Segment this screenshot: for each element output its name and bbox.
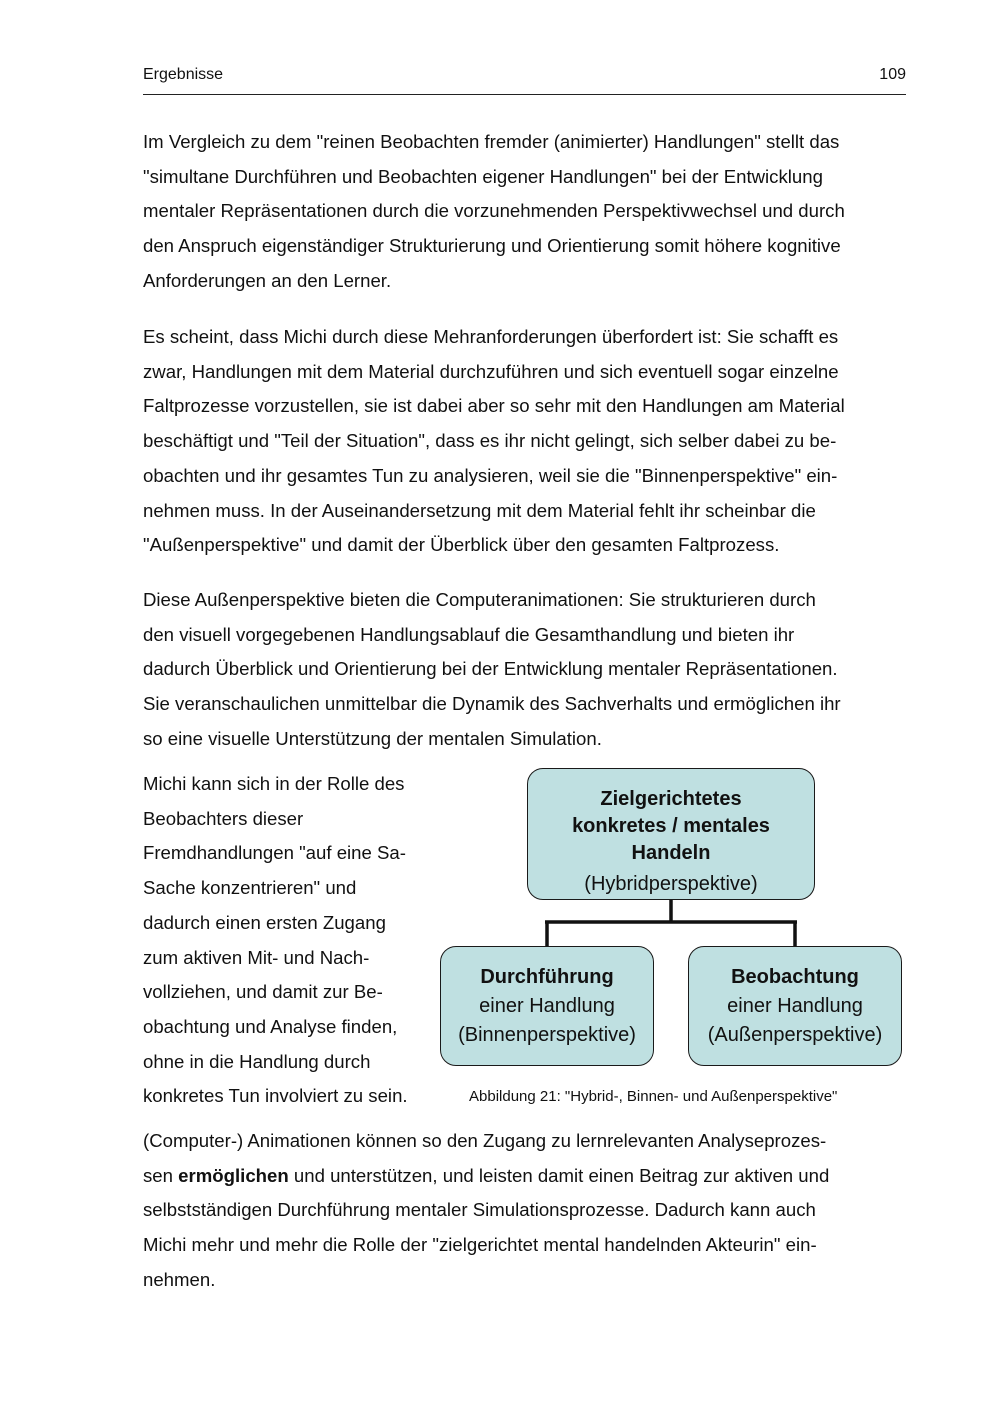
- text-line: den visuell vorgegebenen Handlungsablauf die Gesamthandlung und bieten ihr: [143, 623, 795, 645]
- box-title: Beobachtung: [731, 966, 859, 988]
- figure-caption: Abbildung 21: "Hybrid-, Binnen- und Außenperspektive": [469, 1088, 838, 1105]
- text-fragment: sen: [143, 1164, 179, 1186]
- text-fragment: und unterstützen, und leisten damit einen Beitrag zur aktiven und: [288, 1164, 830, 1186]
- box-title-line: Handeln: [631, 842, 711, 864]
- text-line: "simultane Durchführen und Beobachten eigener Handlungen" bei der Entwicklung: [143, 165, 823, 187]
- text-line: selbstständigen Durchführung mentaler Simulationsprozesse. Dadurch kann auch: [143, 1199, 816, 1221]
- text-line: konkretes Tun involviert zu sein.: [143, 1085, 408, 1107]
- text-line: zwar, Handlungen mit dem Material durchzuführen und sich eventuell sogar einzelne: [143, 360, 839, 382]
- page-number: 109: [879, 66, 906, 83]
- text-line: "Außenperspektive" und damit der Überblick über den gesamten Faltprozess.: [143, 534, 780, 556]
- text-line: dadurch Überblick und Orientierung bei der Entwicklung mentaler Repräsentationen.: [143, 658, 838, 680]
- text-line: (Computer-) Animationen können so den Zugang zu lernrelevanten Analyseprozes-: [143, 1130, 827, 1151]
- box-title: Durchführung: [480, 966, 614, 988]
- diagram-box-hybrid: [527, 768, 815, 900]
- box-title-line: konkretes / mentales: [572, 815, 770, 837]
- box-perspective: (Außenperspektive): [707, 1024, 883, 1046]
- text-line: zum aktiven Mit- und Nach-: [143, 946, 370, 968]
- text-line: Michi mehr und mehr die Rolle der "zielgerichtet mental handelnden Akteurin" ein-: [143, 1234, 817, 1256]
- text-line: Sache konzentrieren" und: [143, 877, 357, 899]
- text-line: ohne in die Handlung durch: [143, 1050, 371, 1072]
- text-line: [143, 1159, 913, 1194]
- text-line: Anforderungen an den Lerner.: [143, 269, 392, 291]
- text-line: Es scheint, dass Michi durch diese Mehranforderungen überfordert ist: Sie schafft es: [143, 326, 839, 347]
- box-title-line: Zielgerichtetes: [600, 788, 742, 810]
- text-line: obachten und ihr gesamtes Tun zu analysieren, weil sie die "Binnenperspektive" ein-: [143, 464, 838, 486]
- text-line: Diese Außenperspektive bieten die Computeranimationen: Sie strukturieren durch: [143, 589, 816, 610]
- text-line: mentaler Repräsentationen durch die vorzunehmenden Perspektivwechsel und durch: [143, 200, 845, 222]
- diagram-box-beobachtung: [688, 946, 902, 1066]
- text-line: so eine visuelle Unterstützung der mentalen Simulation.: [143, 727, 602, 749]
- text-line: nehmen muss. In der Auseinandersetzung mit dem Material fehlt ihr scheinbar die: [143, 499, 816, 521]
- text-line: Fremdhandlungen "auf eine Sa-: [143, 842, 406, 864]
- text-line: den Anspruch eigenständiger Strukturierung und Orientierung somit höhere kognitive: [143, 235, 841, 257]
- text-line: Im Vergleich zu dem "reinen Beobachten fremder (animierter) Handlungen" stellt das: [143, 131, 840, 152]
- paragraph-5: [143, 1124, 913, 1298]
- text-line: beschäftigt und "Teil der Situation", dass es ihr nicht gelingt, sich selber dabei zu be-: [143, 430, 837, 452]
- text-line: Michi kann sich in der Rolle des: [143, 773, 405, 794]
- emphasis-text: ermöglichen: [178, 1164, 289, 1186]
- section-title: Ergebnisse: [143, 66, 224, 83]
- text-line: Faltprozesse vorzustellen, sie ist dabei aber so sehr mit den Handlungen am Material: [143, 395, 845, 417]
- box-subtitle: einer Handlung: [479, 995, 615, 1017]
- text-line: nehmen.: [143, 1268, 216, 1290]
- box-perspective: (Hybridperspektive): [584, 873, 758, 895]
- box-perspective: (Binnenperspektive): [458, 1024, 636, 1046]
- text-line: Sie veranschaulichen unmittelbar die Dynamik des Sachverhalts und ermöglichen ihr: [143, 693, 841, 715]
- box-subtitle: einer Handlung: [727, 995, 863, 1017]
- diagram-box-durchfuehrung: [440, 946, 654, 1066]
- text-line: Beobachters dieser: [143, 807, 304, 829]
- text-line: obachtung und Analyse finden,: [143, 1015, 398, 1037]
- text-line: vollziehen, und damit zur Be-: [143, 981, 383, 1003]
- text-line: dadurch einen ersten Zugang: [143, 911, 386, 933]
